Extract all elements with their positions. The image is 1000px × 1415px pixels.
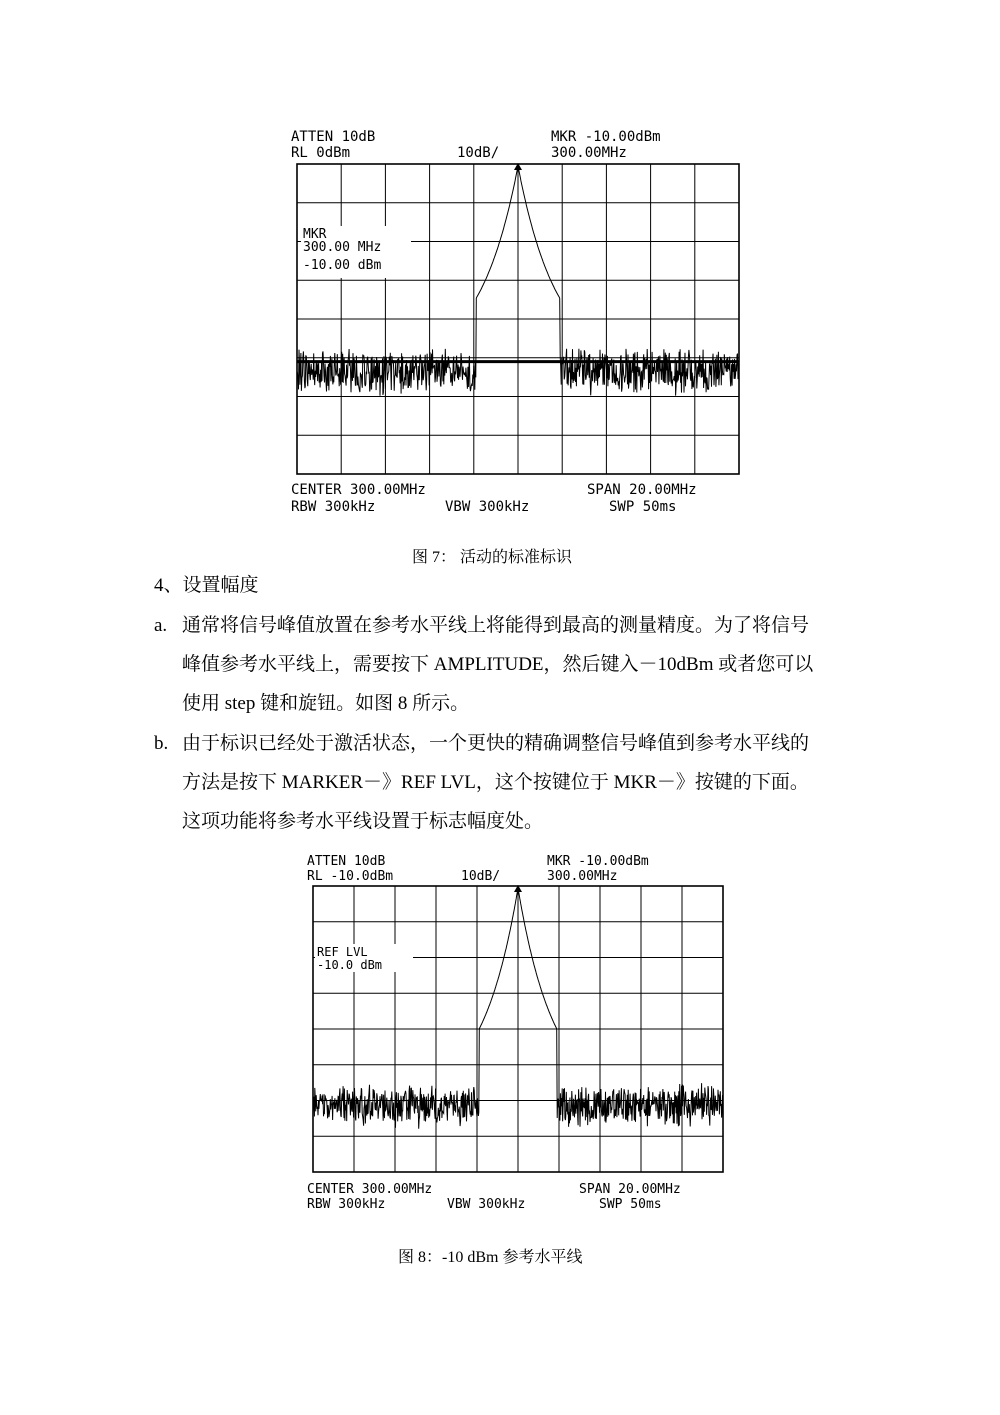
sweep-time-label: SWP 50ms <box>609 499 677 515</box>
figure-7-spectrum-screen <box>287 124 743 516</box>
marker-frequency-label: 300.00MHz <box>547 869 618 884</box>
marker-frequency-label: 300.00MHz <box>551 145 627 161</box>
rbw-label: RBW 300kHz <box>307 1197 386 1212</box>
marker-amplitude-label: MKR -10.00dBm <box>551 129 661 145</box>
ref-level-label: RL 0dBm <box>291 145 351 161</box>
spectrum-analyzer-display-8 <box>303 850 728 1213</box>
sweep-time-label: SWP 50ms <box>599 1197 662 1212</box>
rbw-label: RBW 300kHz <box>291 499 376 515</box>
marker-readout-amplitude: -10.00 dBm <box>303 258 382 273</box>
paragraph-b-label: b. <box>154 733 169 754</box>
span-label: SPAN 20.00MHz <box>579 1182 681 1197</box>
paragraph-a-line-1 <box>154 614 809 638</box>
paragraph-a-text-1: 通常将信号峰值放置在参考水平线上将能得到最高的测量精度。为了将信号 <box>182 615 810 636</box>
paragraph-b-line-3: 这项功能将参考水平线设置于标志幅度处。 <box>182 811 544 832</box>
figure-7-caption: 图 7： 活动的标准标识 <box>412 549 573 566</box>
figure-8-caption: 图 8：-10 dBm 参考水平线 <box>398 1249 583 1266</box>
paragraph-b-text-1: 由于标识已经处于激活状态，一个更快的精确调整信号峰值到参考水平线的 <box>182 733 810 754</box>
paragraph-b-line-1 <box>154 732 809 756</box>
atten-label: ATTEN 10dB <box>291 129 376 145</box>
figure-8-spectrum-screen <box>303 850 728 1213</box>
paragraph-a-label: a. <box>154 615 168 636</box>
section-title: 4、设置幅度 <box>154 575 259 596</box>
graticule-grid <box>297 164 739 474</box>
ref-level-readout-value: -10.0 dBm <box>317 958 383 972</box>
paragraph-b-line-2: 方法是按下 MARKER－》REF LVL，这个按键位于 MKR－》按键的下面。 <box>182 772 809 793</box>
marker-readout-title: MKR <box>303 227 327 242</box>
graticule-grid <box>313 886 723 1172</box>
vbw-label: VBW 300kHz <box>445 499 530 515</box>
span-label: SPAN 20.00MHz <box>587 482 697 498</box>
scale-label: 10dB/ <box>461 869 501 884</box>
ref-level-label: RL -10.0dBm <box>307 869 394 884</box>
scale-label: 10dB/ <box>457 145 500 161</box>
center-frequency-label: CENTER 300.00MHz <box>291 482 426 498</box>
spectrum-analyzer-display-7 <box>287 124 743 516</box>
center-frequency-label: CENTER 300.00MHz <box>307 1182 433 1197</box>
marker-readout-frequency: 300.00 MHz <box>303 240 382 255</box>
paragraph-a-line-3: 使用 step 键和旋钮。如图 8 所示。 <box>182 693 470 714</box>
marker-amplitude-label: MKR -10.00dBm <box>547 854 649 869</box>
paragraph-a-line-2: 峰值参考水平线上，需要按下 AMPLITUDE，然后键入－10dBm 或者您可以 <box>182 654 814 675</box>
ref-level-readout-title: REF LVL <box>317 945 368 959</box>
vbw-label: VBW 300kHz <box>447 1197 526 1212</box>
atten-label: ATTEN 10dB <box>307 854 386 869</box>
